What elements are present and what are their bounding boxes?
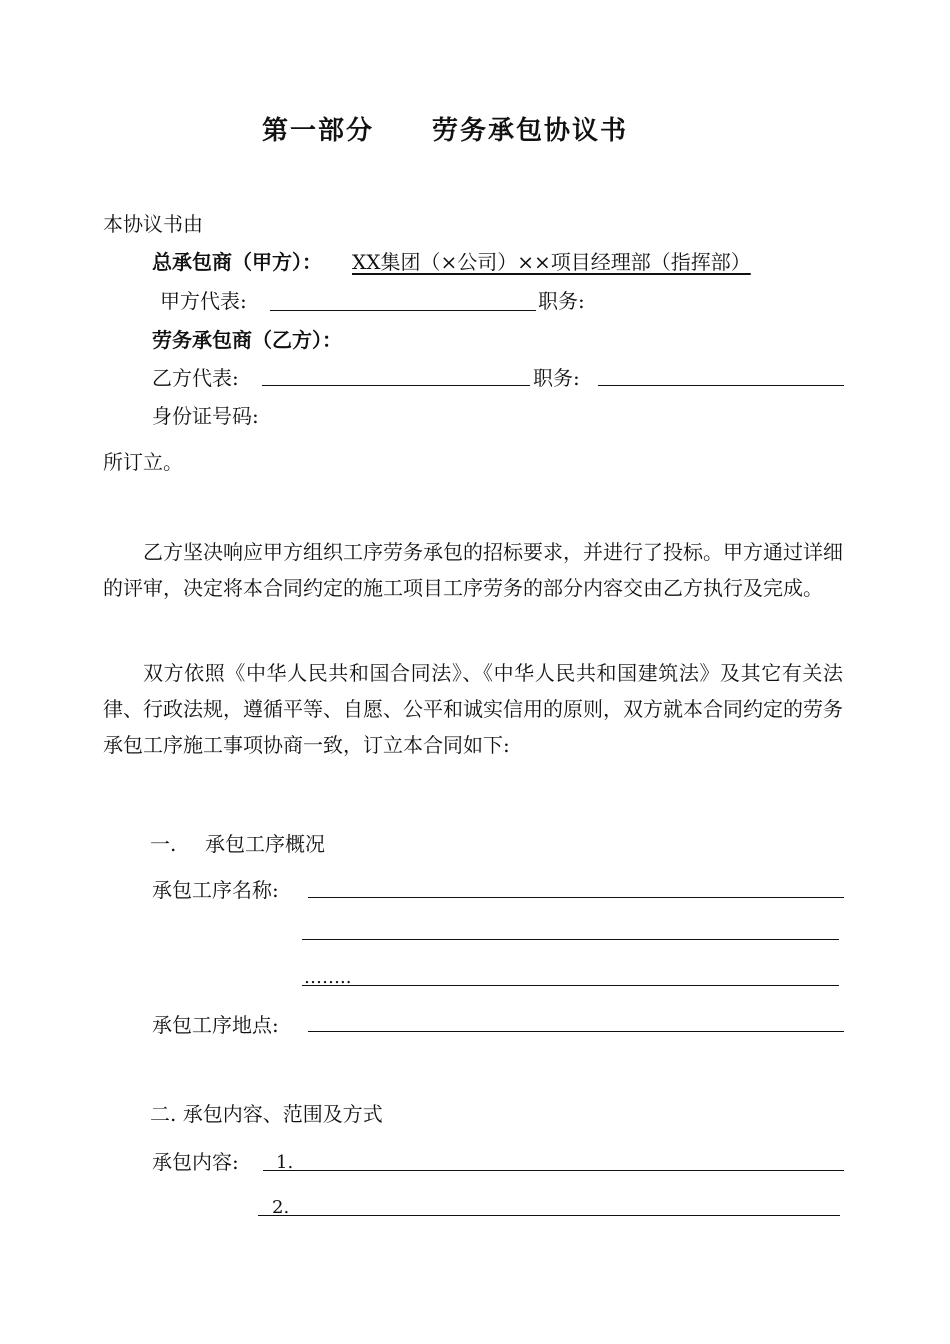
title-part: 第一部分 [262,116,375,146]
content-item-1: 1. [276,1152,294,1173]
work-name-line-3 [302,985,839,986]
paragraph-2: 双方依照《中华人民共和国合同法》、《中华人民共和国建筑法》及其它有关法律、行政法规，遵循平等、自愿、公平和诚实信用的原则，双方就本合同约定的劳务承包工序施工事项协商一致，订立本合同如下: [103,661,843,757]
party-b-id-label: 身份证号码: [152,404,259,428]
content-label: 承包内容: [152,1150,239,1174]
party-a-name: XX集团（×公司）××项目经理部（指挥部） [352,250,751,274]
content-item-2-line [258,1215,840,1216]
document-title: 劳务承包协议书 [432,116,629,146]
party-b-position-label: 职务: [533,366,580,390]
ellipsis-text: …….. [304,967,352,988]
paragraph-1: 乙方坚决响应甲方组织工序劳务承包的招标要求，并进行了投标。甲方通过详细的评审，决定将本合同约定的施工项目工序劳务的部分内容交由乙方执行及完成。 [103,540,843,600]
section1-number: 一. [150,832,177,856]
content-item-2: 2. [272,1197,290,1218]
party-b-label: 劳务承包商（乙方）： [152,328,342,352]
work-location-line [308,1031,844,1032]
party-a-position-label: 职务: [538,289,585,313]
section1-heading: 承包工序概况 [205,832,325,856]
work-name-line-1 [308,897,844,898]
party-b-rep-line [262,385,530,386]
work-name-line-2 [302,939,839,940]
section2-heading: 二. 承包内容、范围及方式 [150,1102,383,1126]
content-item-1-line [263,1170,844,1171]
work-location-label: 承包工序地点: [152,1013,279,1037]
work-name-label: 承包工序名称: [152,878,279,902]
party-a-label: 总承包商（甲方）： [152,250,322,274]
party-a-rep-label: 甲方代表: [160,289,247,313]
party-b-position-line [598,385,844,386]
party-b-rep-label: 乙方代表: [152,366,239,390]
intro-text: 本协议书由 [103,212,203,236]
signed-text: 所订立。 [103,450,183,474]
party-a-rep-line [270,310,536,311]
